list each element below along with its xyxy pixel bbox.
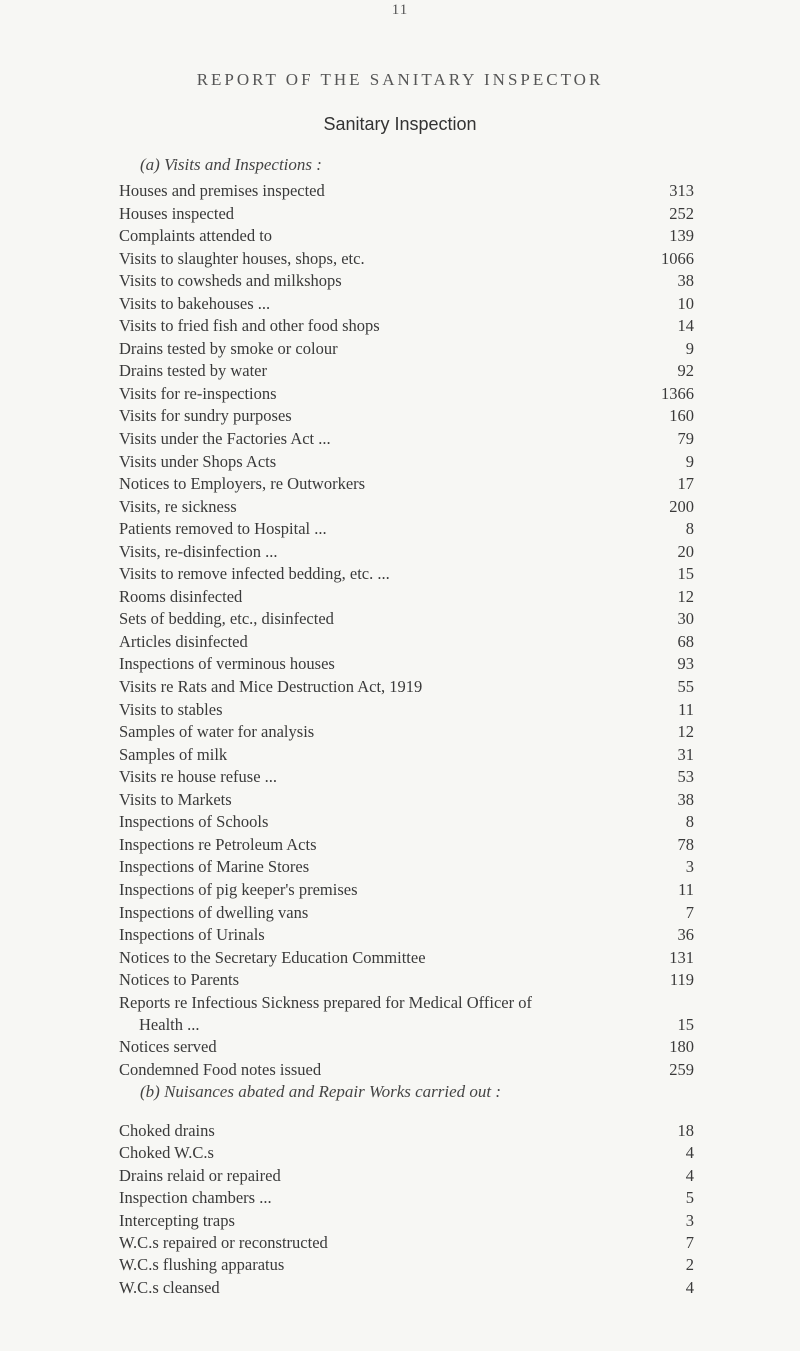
item-label: Inspections of Urinals [119, 925, 265, 945]
list-item [119, 1187, 694, 1209]
item-value: 53 [677, 767, 694, 787]
item-label: Visits to Markets [119, 789, 232, 809]
list-item [119, 563, 694, 586]
item-label: Houses and premises inspected [119, 181, 325, 200]
list-item [119, 383, 694, 406]
item-value: 1366 [661, 383, 694, 403]
list-item [119, 1277, 694, 1299]
list-item [119, 518, 694, 541]
item-value: 313 [669, 181, 694, 200]
item-label: Visits, re sickness [119, 496, 237, 516]
list-item [119, 1232, 694, 1254]
item-label-continuation: Health ... [139, 1014, 200, 1034]
item-value: 12 [677, 586, 694, 606]
list-item [119, 1142, 694, 1164]
item-value: 31 [677, 744, 694, 764]
list-item [119, 902, 694, 925]
item-label: Visits to cowsheds and milkshops [119, 271, 342, 291]
list-item [119, 653, 694, 676]
item-value: 9 [685, 338, 694, 358]
item-label: Inspections re Petroleum Acts [119, 834, 317, 854]
item-label: W.C.s repaired or reconstructed [119, 1232, 328, 1252]
item-label: Visits, re-disinfection ... [119, 541, 278, 561]
item-value: 4 [685, 1277, 694, 1297]
list-item [119, 856, 694, 879]
item-label: Houses inspected [119, 203, 235, 223]
item-value: 160 [669, 406, 694, 426]
list-item [119, 811, 694, 834]
list-item [119, 315, 694, 338]
item-value: 1066 [661, 248, 694, 268]
item-label: Visits to stables [119, 699, 223, 719]
item-label: Reports re Infectious Sickness prepared for Medical Officer of Health ... [119, 992, 639, 1036]
section-title: Sanitary Inspection [323, 114, 477, 134]
item-value: 11 [678, 699, 694, 719]
list-item [119, 721, 694, 744]
running-head: REPORT OF THE SANITARY INSPECTOR [196, 70, 604, 89]
item-label: Rooms disinfected [119, 586, 243, 606]
item-value: 7 [685, 902, 694, 922]
item-value: 38 [677, 271, 694, 291]
item-value: 4 [685, 1143, 694, 1163]
list-item [119, 631, 694, 654]
item-label: Sets of bedding, etc., disinfected [119, 609, 334, 629]
item-value: 93 [677, 654, 694, 674]
list-item [119, 1059, 694, 1082]
list-item [119, 1254, 694, 1276]
list-item [119, 428, 694, 451]
list-item [119, 879, 694, 902]
item-label: Visits for sundry purposes [119, 406, 292, 426]
item-value: 68 [677, 631, 694, 651]
list-item [119, 1036, 694, 1059]
list-item [119, 293, 694, 316]
item-value: 200 [669, 496, 694, 516]
item-label: Choked W.C.s [119, 1143, 214, 1163]
list-item [119, 608, 694, 631]
list-item [119, 947, 694, 970]
list-item [119, 789, 694, 812]
item-label: W.C.s flushing apparatus [119, 1255, 285, 1275]
list-item [119, 225, 694, 248]
item-value: 38 [677, 789, 694, 809]
item-value: 10 [677, 293, 694, 313]
list-item [119, 338, 694, 361]
list-item [119, 834, 694, 857]
item-label: Patients removed to Hospital ... [119, 519, 327, 539]
item-value: 18 [677, 1121, 694, 1140]
item-label: Visits to bakehouses ... [119, 293, 271, 313]
list-item [119, 473, 694, 496]
item-value: 78 [677, 834, 694, 854]
item-value: 3 [685, 857, 694, 877]
item-value: 4 [685, 1165, 694, 1185]
item-value: 30 [677, 609, 694, 629]
list-item [119, 180, 694, 203]
item-label: Visits re Rats and Mice Destruction Act, 1919 [119, 677, 423, 697]
list-item [119, 676, 694, 699]
item-value: 17 [677, 474, 694, 494]
item-label: Complaints attended to [119, 226, 273, 246]
item-value: 119 [669, 970, 694, 990]
list-item [119, 1165, 694, 1187]
item-value: 15 [677, 1014, 694, 1034]
item-label: Notices to Employers, re Outworkers [119, 474, 366, 494]
item-value: 139 [669, 226, 694, 246]
subheading-nuisances-abated: (b) Nuisances abated and Repair Works carried out : [140, 1082, 502, 1101]
subheading-visits-and-inspections: (a) Visits and Inspections : [140, 155, 322, 174]
list-item [119, 969, 694, 992]
item-label: Samples of milk [119, 744, 228, 764]
item-value: 79 [677, 429, 694, 449]
visits-and-inspections-list [119, 180, 694, 1081]
list-item [119, 496, 694, 519]
item-label: Choked drains [119, 1121, 215, 1140]
item-label: Condemned Food notes issued [119, 1059, 322, 1079]
item-label: Articles disinfected [119, 631, 248, 651]
item-value: 12 [677, 722, 694, 742]
item-label: Inspections of dwelling vans [119, 902, 309, 922]
item-label: Notices served [119, 1036, 217, 1056]
item-label: Visits to remove infected bedding, etc. ... [119, 564, 390, 584]
list-item [119, 270, 694, 293]
list-item [119, 1120, 694, 1142]
item-label: Notices to Parents [119, 970, 240, 990]
item-label: Inspections of Schools [119, 812, 269, 832]
item-value: 8 [685, 812, 694, 832]
list-item [119, 360, 694, 383]
item-value: 259 [669, 1059, 694, 1079]
item-value: 131 [669, 947, 694, 967]
item-label: Inspection chambers ... [119, 1188, 272, 1208]
item-value: 2 [685, 1255, 694, 1275]
item-label: Notices to the Secretary Education Committee [119, 947, 426, 967]
list-item [119, 248, 694, 271]
item-label: Drains relaid or repaired [119, 1165, 281, 1185]
list-item [119, 586, 694, 609]
item-label: Intercepting traps [119, 1210, 235, 1230]
list-item [119, 451, 694, 474]
item-value: 15 [677, 564, 694, 584]
item-value: 3 [685, 1210, 694, 1230]
item-value: 92 [677, 361, 694, 381]
item-value: 36 [677, 925, 694, 945]
item-label: Drains tested by smoke or colour [119, 338, 338, 358]
list-item [119, 924, 694, 947]
item-value: 5 [685, 1188, 694, 1208]
item-label: Inspections of verminous houses [119, 654, 335, 674]
item-value: 11 [678, 879, 694, 899]
list-item [119, 1210, 694, 1232]
item-value: 180 [669, 1036, 694, 1056]
list-item [119, 541, 694, 564]
page-number: 11 [391, 2, 409, 18]
item-label: Visits to slaughter houses, shops, etc. [119, 248, 365, 268]
list-item [119, 405, 694, 428]
item-value: 7 [685, 1232, 694, 1252]
list-item [119, 203, 694, 226]
item-label: Samples of water for analysis [119, 722, 315, 742]
list-item [119, 992, 694, 1036]
item-label: W.C.s cleansed [119, 1277, 220, 1297]
list-item [119, 699, 694, 722]
item-label: Visits for re-inspections [119, 383, 277, 403]
item-value: 8 [685, 519, 694, 539]
list-item [119, 744, 694, 767]
nuisances-abated-list [119, 1120, 694, 1299]
item-label: Drains tested by water [119, 361, 267, 381]
item-value: 252 [669, 203, 694, 223]
item-label: Visits under the Factories Act ... [119, 429, 331, 449]
item-value: 20 [677, 541, 694, 561]
item-label: Inspections of Marine Stores [119, 857, 310, 877]
item-value: 55 [677, 677, 694, 697]
item-label: Inspections of pig keeper's premises [119, 879, 358, 899]
item-value: 14 [677, 316, 694, 336]
list-item [119, 766, 694, 789]
item-label: Visits under Shops Acts [119, 451, 277, 471]
item-label: Visits re house refuse ... [119, 767, 278, 787]
item-label: Visits to fried fish and other food shops [119, 316, 380, 336]
item-value: 9 [685, 451, 694, 471]
